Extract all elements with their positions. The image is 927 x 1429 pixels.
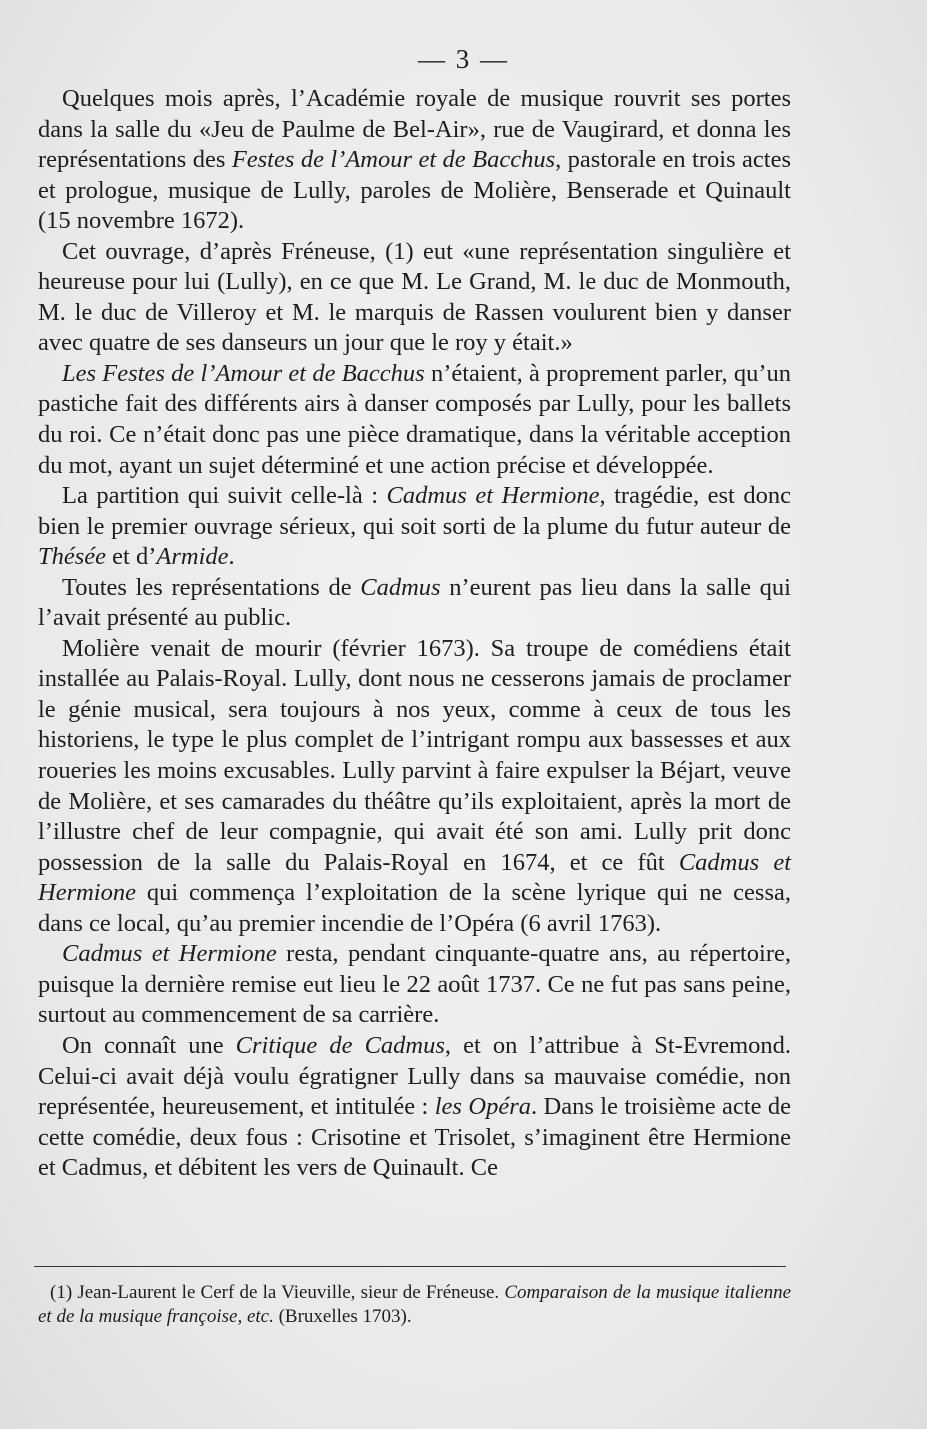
text-run: n’étaient, à proprement parler, qu’un pastiche fait des différents airs à danser composés par Lully, pour les ballets du roi. Ce n’était donc pas une pièce dramatique, dans la véritable acception du mot, ayant un sujet déterminé et une action précise et développée. (38, 359, 791, 479)
text-run: et d’ (106, 543, 157, 571)
italic-title: Critique de Cadmus (235, 1031, 445, 1059)
page-number: — 3 — (418, 44, 509, 74)
italic-title: Thésée (38, 543, 107, 571)
text-run: Quelques mois après, l’Académie royale de musique rouvrit ses portes dans la salle du «Jeu de Paulme de Bel-Air», rue de Vaugirard, et donna les représentations des (38, 85, 791, 174)
text-run: qui commença l’exploitation de la scène lyrique qui ne cessa, dans ce local, qu’au premier incendie de l’Opéra (6 avril 1763). (38, 879, 791, 937)
paragraph (38, 481, 791, 573)
italic-title: Cadmus et Hermione (38, 848, 791, 907)
paragraph (38, 84, 791, 237)
italic-title: Comparaison de la musique italienne et de la musique françoise, etc. (38, 1282, 791, 1327)
italic-title: Armide (156, 543, 229, 571)
italic-title: Les Festes de l’Amour et de Bacchus (62, 359, 425, 387)
footnotes (38, 1281, 791, 1329)
paragraph (38, 939, 791, 1031)
text-run: . Dans le troisième acte de cette comédie, deux fous : Crisotine et Trisolet, s’imaginent être Hermione et Cadmus, et débitent les vers de Quinault. Ce (38, 1093, 791, 1182)
text-run: resta, pendant cinquante-quatre ans, au répertoire, puisque la dernière remise eut lieu le 22 août 1737. Ce ne fut pas sans peine, surtout au commencement de sa carrière. (38, 940, 791, 1029)
text-run: , pastorale en trois actes et prologue, musique de Lully, paroles de Molière, Benserade et Quinault (15 novembre 1672). (38, 146, 791, 235)
paragraph (38, 1031, 791, 1184)
text-run: On connaît une (62, 1031, 236, 1059)
text-run: (Bruxelles 1703). (273, 1306, 412, 1327)
text-run: La partition qui suivit celle-là : (62, 482, 387, 510)
text-run: n’eurent pas lieu dans la salle qui l’avait présenté au public. (38, 573, 791, 632)
italic-title: Cadmus et Hermione (62, 940, 277, 968)
paragraph (38, 237, 791, 359)
italic-title: Cadmus (360, 573, 441, 601)
footnote (38, 1281, 791, 1329)
paragraph (38, 634, 791, 939)
text-run: Toutes les représentations de (62, 573, 361, 601)
paragraph (38, 573, 791, 634)
text-run: , et on l’attribue à St-Evremond. Celui-ci avait déjà voulu égratigner Lully dans sa mauvaise comédie, non représentée, heureusement, et intitulée : (38, 1031, 791, 1121)
italic-title: Festes de l’Amour et de Bacchus (231, 146, 556, 174)
text-run: Cet ouvrage, d’après Fréneuse, (1) eut «une représentation singulière et heureuse pour lui (Lully), en ce que M. Le Grand, M. le duc de Monmouth, M. le duc de Villeroy et M. le marquis de Rassen voulurent bien y danser avec quatre de ses danseurs un jour que le roy y était.» (38, 237, 791, 357)
footnote-rule (34, 1266, 786, 1267)
paragraph (38, 359, 791, 481)
main-text (38, 84, 791, 1184)
text-run: . (228, 543, 235, 571)
text-run: , tragédie, est donc bien le premier ouvrage sérieux, qui soit sorti de la plume du futur auteur de (38, 482, 791, 540)
italic-title: les Opéra (434, 1093, 531, 1121)
text-run: (1) Jean-Laurent le Cerf de la Vieuville, sieur de Fréneuse. (50, 1282, 505, 1303)
italic-title: Cadmus et Hermione (386, 482, 600, 510)
text-run: Molière venait de mourir (février 1673). Sa troupe de comédiens était installée au Palais-Royal. Lully, dont nous ne cesserons jamais de proclamer le génie musical, sera toujours à nos yeux, comme à ceux de tous les historiens, le type le plus complet de l’intrigant rompu aux bassesses et aux roueries les moins excusables. Lully parvint à faire expulser la Béjart, veuve de Molière, et ses camarades du théâtre qu’ils exploitaient, après la mort de l’illustre chef de leur compagnie, qui avait été son ami. Lully prit donc possession de la salle du Palais-Royal en 1674, et ce fût (38, 634, 791, 876)
